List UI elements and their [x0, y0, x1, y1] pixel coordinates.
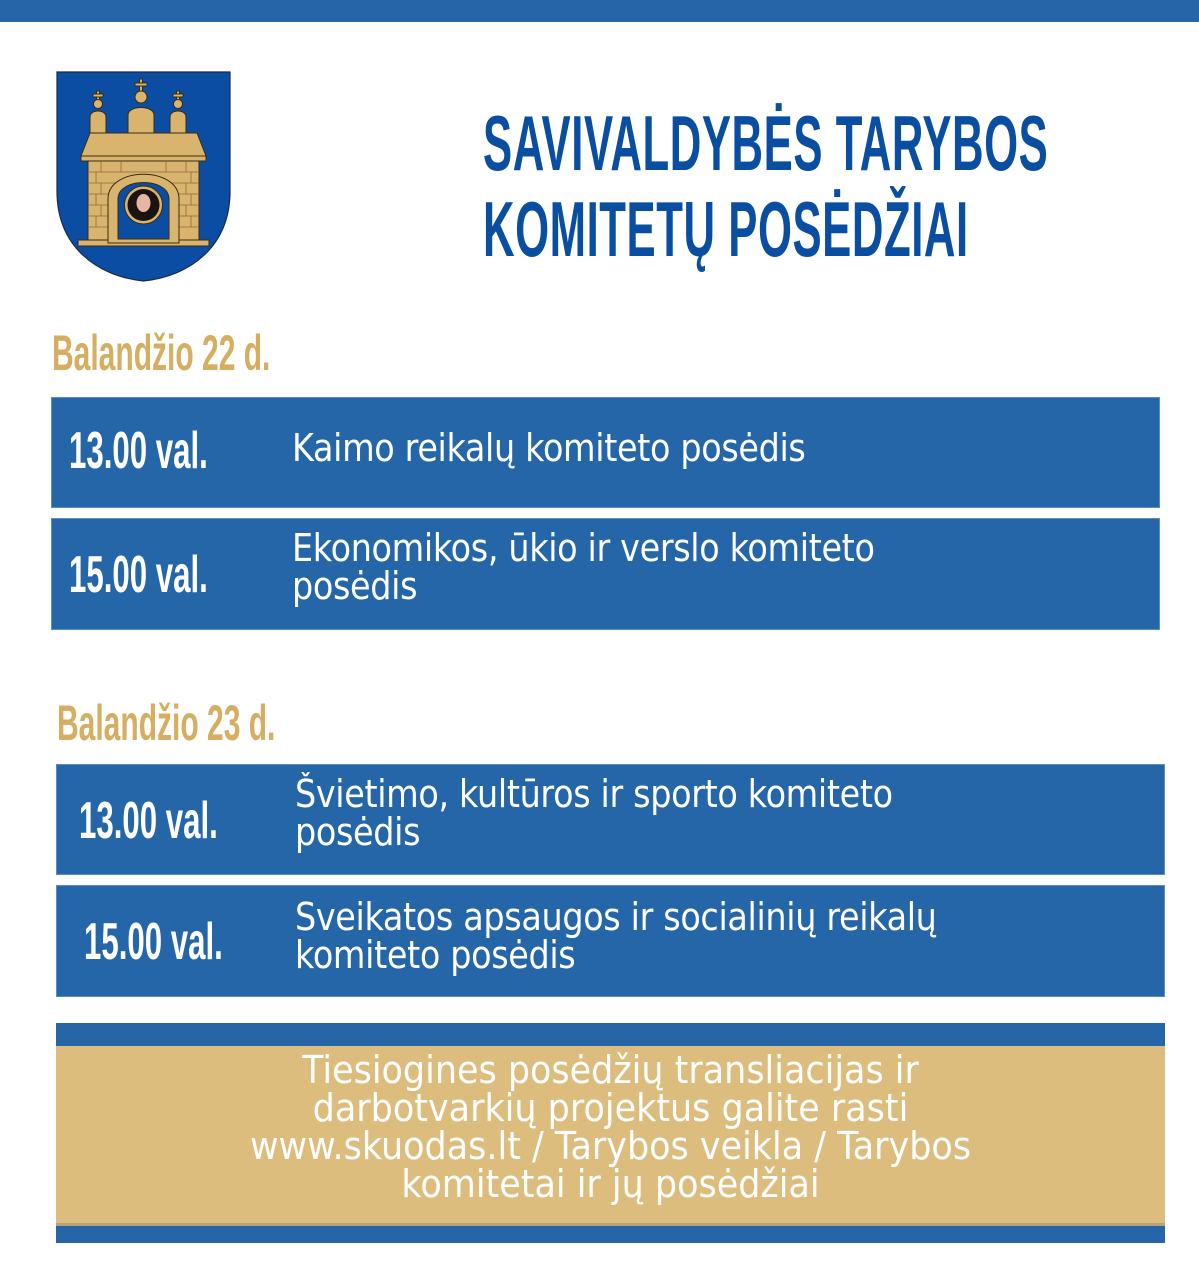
info-panel-top-band [56, 1023, 1165, 1046]
title-line-2: KOMITETŲ POSĖDŽIAI [483, 185, 969, 273]
info-line-3-website: www.skuodas.lt / Tarybos veikla / Tarybos [249, 1124, 972, 1168]
top-banner-bar [0, 0, 1199, 22]
meeting-time: 13.00 val. [79, 792, 218, 850]
meeting-time: 15.00 val. [69, 546, 208, 604]
date-heading-day-2: Balandžio 23 d. [57, 695, 276, 751]
info-panel-bottom-band [56, 1226, 1165, 1243]
info-line-4: komitetai ir jų posėdžiai [401, 1162, 820, 1206]
info-panel-text [56, 1048, 1165, 1206]
info-panel [56, 1023, 1165, 1243]
date-heading-day-1: Balandžio 22 d. [52, 325, 271, 381]
meeting-description: Ekonomikos, ūkio ir verslo komiteto posėdis [292, 526, 875, 608]
meeting-time: 13.00 val. [69, 422, 208, 480]
info-line-1: Tiesiogines posėdžių transliacijas ir [302, 1048, 919, 1092]
meeting-description: Švietimo, kultūros ir sporto komiteto posėdis [295, 772, 893, 854]
meeting-item [56, 885, 1165, 997]
meeting-time: 15.00 val. [84, 913, 223, 971]
title-line-1: SAVIVALDYBĖS TARYBOS [483, 99, 1049, 187]
meeting-description: Kaimo reikalų komiteto posėdis [292, 426, 806, 470]
meeting-description: Sveikatos apsaugos ir socialinių reikalų komiteto posėdis [295, 895, 937, 977]
meeting-item [51, 518, 1160, 630]
skuodas-coat-of-arms-icon [56, 71, 231, 282]
meeting-item [56, 764, 1165, 875]
page-title [340, 99, 1049, 273]
info-line-2: darbotvarkių projektus galite rasti [312, 1086, 909, 1130]
meeting-item [51, 397, 1160, 508]
